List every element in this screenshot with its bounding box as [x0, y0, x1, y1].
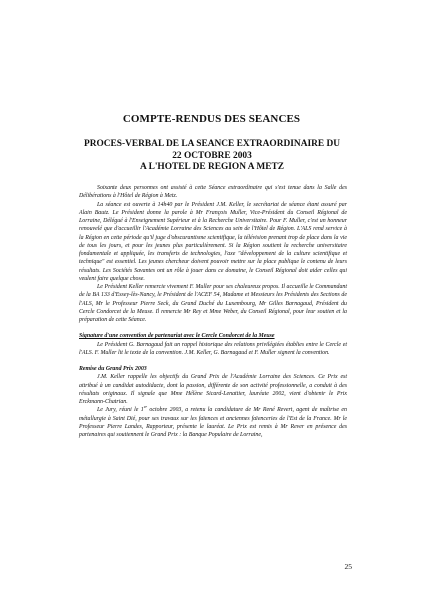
subtitle-line: PROCES-VERBAL DE LA SEANCE EXTRAORDINAIRE DU [83, 139, 341, 149]
paragraph: La séance est ouverte à 14h40 par le Président J.M. Keller, le secrétariat de séance étant assuré par Alain Bautz. Le Président donne la parole à Mr François Muller, Vice-Président du Conseil Régional de Lorraine, Délégué à l'Enseignement Supérieur et à la Recherche Universitaire. Pour F. Muller, c'est un honneur renouvelé que d'accueillir l'Académie Lorraine des Sciences au sein de l'Hôtel de Région. L'ALS rend service à la Région en cette période qu'il juge d'obscurantisme scientifique, la télévision prenant trop de place dans la vie de tous les jours, et pour les jeunes plus particulièrement. Si la Région soutient la recherche universitaire fondamentale et appliquée, les transferts de technologies, l'axe "développement de la culture scientifique et technique" est essentiel. Les jeunes chercheur doivent pouvoir mettre sur la place publique le contenu de leurs résultats. Les Sociétés Savantes ont un rôle à jouer dans ce domaine, le Conseil Régional doit aider celles qui veulent faire quelque chose. [79, 201, 347, 282]
page-number: 25 [344, 562, 352, 571]
paragraph-text: octobre 2003, a retenu la candidature de Mr René Revert, agent de maîtrise en métallurgie à Saint Dié, pour ses travaux sur les faïences et anciennes faïenceries de l'Est de la France. Mr le Professeur Pierre Landes, Rapporteur, présente le lauréat. Le Prix est remis à Mr Rever en présence des partenaires qui soutiennent le Grand Prix : la Banque Populaire de Lorraine, [79, 407, 347, 438]
section-heading: Signature d'une convention de partenariat avec le Cercle Condorcet de la Meuse [79, 333, 275, 340]
section-heading: Remise du Grand Prix 2003 [79, 366, 147, 372]
paragraph: Le Président G. Barnagaud fait un rappel historique des relations privilégiées établies entre le Cercle et l'ALS. F. Muller lit le texte de la convention. J.M. Keller, G. Barnagaud et F. Muller signent la convention. [79, 341, 347, 356]
paragraph: Soixante deux personnes ont assisté à cette Séance extraordinaire qui s'est tenue dans la Salle des Délibérations à l'Hôtel de Région à Metz. [79, 185, 347, 200]
page-title: COMPTE-RENDUS DES SEANCES [122, 113, 301, 125]
session-subtitle [66, 139, 358, 174]
ordinal-suffix: er [143, 404, 148, 410]
subtitle-line: 22 OCTOBRE 2003 [172, 150, 252, 161]
body-text [79, 184, 347, 439]
paragraph-text: Le Jury, réuni le 1 [97, 407, 144, 414]
subtitle-line: A L'HOTEL DE REGION A METZ [139, 162, 285, 172]
paragraph: J.M. Keller rappelle les objectifs du Grand Prix de l'Académie Lorraine des Sciences. Ce Prix est attribué à un candidat autodidacte, dont la passion, différente de son activité professionnelle, a conduit à des résultats originaux. Il signale que Mme Hélène Sicard-Lenattier, lauréate 2002, vient d'obtenir le Prix Erckmann-Chatrian. [79, 374, 347, 405]
paragraph: Le Président Keller remercie vivement F. Muller pour ses chaleureux propos. Il accueille le Commandant de la BA 133 d'Essey-lès-Nancy, le Président de l'ACEF 54, Madame et Messieurs les Présidents des Sections de l'ALS, Mr le Professeur Pierre Seck, du Grand Duché du Luxembourg, Mr Gilles Barnagaud, Président du Cercle Condorcet de la Meuse. Il remercie Mr Rey et Mme Weber, du Conseil Régional, pour leur soutien et la préparation de cette Séance. [79, 284, 347, 323]
paragraph [79, 406, 347, 439]
